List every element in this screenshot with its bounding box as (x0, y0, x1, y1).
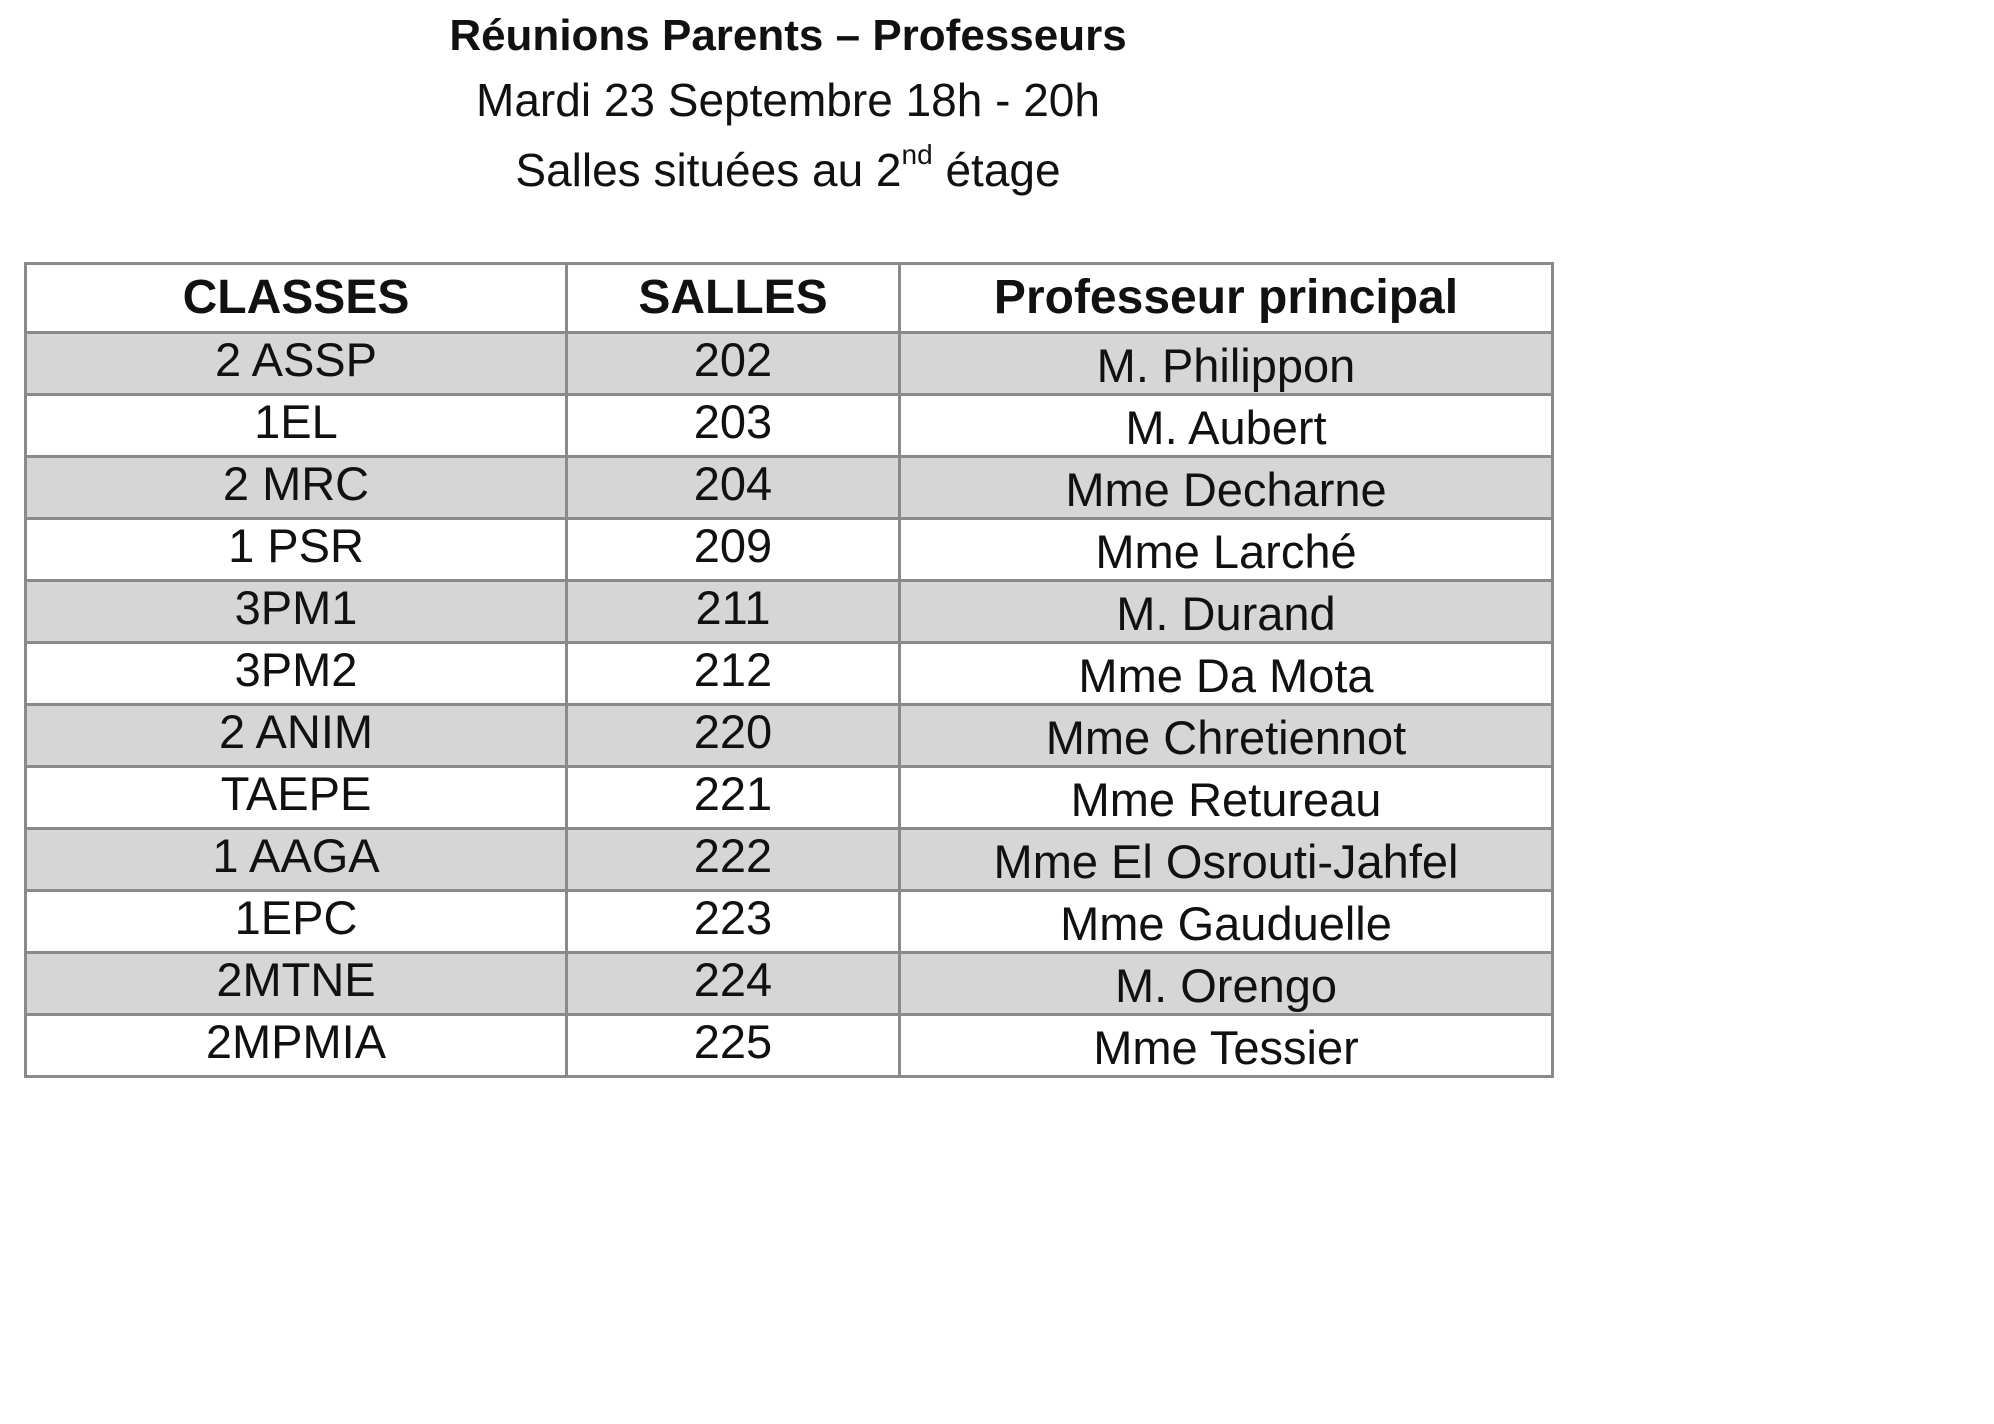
class-cell: 2MTNE (26, 953, 567, 1015)
class-cell: 2 ASSP (26, 333, 567, 395)
room-cell: 224 (567, 953, 900, 1015)
room-cell: 211 (567, 581, 900, 643)
table-row (26, 581, 1553, 643)
teacher-cell: M. Philippon (900, 333, 1553, 395)
teacher-cell: Mme Gauduelle (900, 891, 1553, 953)
table-row (26, 1015, 1553, 1077)
teacher-cell: M. Orengo (900, 953, 1553, 1015)
location-prefix: Salles situées au 2 (515, 144, 902, 196)
teacher-cell: Mme Larché (900, 519, 1553, 581)
room-cell: 204 (567, 457, 900, 519)
teacher-cell: M. Durand (900, 581, 1553, 643)
column-header-salles: SALLES (567, 264, 900, 333)
room-cell: 212 (567, 643, 900, 705)
location-line (0, 140, 1576, 200)
table-row (26, 519, 1553, 581)
room-cell: 202 (567, 333, 900, 395)
teacher-cell: Mme Da Mota (900, 643, 1553, 705)
schedule-table (24, 262, 1554, 1078)
location-superscript: nd (901, 138, 933, 170)
teacher-cell: Mme Retureau (900, 767, 1553, 829)
teacher-cell: Mme El Osrouti-Jahfel (900, 829, 1553, 891)
table-row (26, 829, 1553, 891)
table-row (26, 705, 1553, 767)
table-row (26, 395, 1553, 457)
room-cell: 223 (567, 891, 900, 953)
room-cell: 221 (567, 767, 900, 829)
table-row (26, 643, 1553, 705)
column-header-professeur: Professeur principal (900, 264, 1553, 333)
table-row (26, 767, 1553, 829)
column-header-classes: CLASSES (26, 264, 567, 333)
class-cell: 3PM2 (26, 643, 567, 705)
teacher-cell: Mme Chretiennot (900, 705, 1553, 767)
class-cell: 2 MRC (26, 457, 567, 519)
teacher-cell: M. Aubert (900, 395, 1553, 457)
class-cell: 2MPMIA (26, 1015, 567, 1077)
teacher-cell: Mme Decharne (900, 457, 1553, 519)
table-row (26, 333, 1553, 395)
meeting-date-time: Mardi 23 Septembre 18h - 20h (476, 74, 1100, 126)
room-cell: 220 (567, 705, 900, 767)
room-cell: 209 (567, 519, 900, 581)
class-cell: 1 AAGA (26, 829, 567, 891)
header-row (26, 264, 1553, 333)
table-row (26, 457, 1553, 519)
table-row (26, 891, 1553, 953)
room-cell: 203 (567, 395, 900, 457)
class-cell: 3PM1 (26, 581, 567, 643)
room-cell: 225 (567, 1015, 900, 1077)
room-cell: 222 (567, 829, 900, 891)
location-suffix: étage (932, 144, 1061, 196)
class-cell: 1 PSR (26, 519, 567, 581)
class-cell: TAEPE (26, 767, 567, 829)
table-row (26, 953, 1553, 1015)
teacher-cell: Mme Tessier (900, 1015, 1553, 1077)
class-cell: 2 ANIM (26, 705, 567, 767)
class-cell: 1EPC (26, 891, 567, 953)
document-title: Réunions Parents – Professeurs (449, 11, 1127, 60)
class-cell: 1EL (26, 395, 567, 457)
